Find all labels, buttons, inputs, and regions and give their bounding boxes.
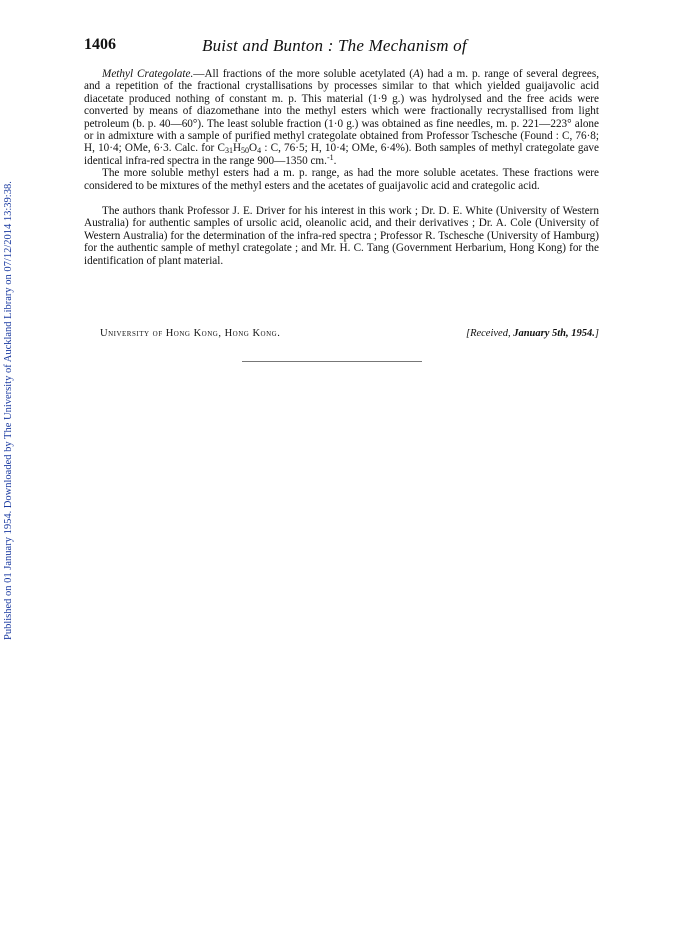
paragraph-text: : C, 76·5; H, 10·4; OMe, 6·4%). Both samples of methyl crategolate gave identical infra-red spectra in the range 900—1350 cm.	[84, 142, 599, 167]
acknowledgements: The authors thank Professor J. E. Driver for his interest in this work ; Dr. D. E. White (University of Western Australia) for authentic samples of ursolic acid, oleanolic acid, and their derivatives ; Dr. A. Cole (University of Western Australia) for the determination of the infra-red spectra ; Professor R. Tschesche (University of Hamburg) for the authentic sample of methyl crategolate ; and Mr. H. C. Tang (Government Herbarium, Hong Kong) for the identification of plant material.	[84, 205, 599, 267]
paragraph-methyl-crategolate	[84, 68, 599, 167]
paragraph-soluble-esters: The more soluble methyl esters had a m. p. range, as had the more soluble acetates. These fractions were considered to be mixtures of the methyl esters and the acetates of guaijavolic acid and crategolic acid.	[84, 167, 599, 192]
download-stamp-text: Published on 01 January 1954. Downloaded by The University of Auckland Library on 07/12/2014 13:39:38.	[3, 181, 14, 640]
unit-superscript: -1	[326, 152, 334, 162]
paragraph-text: —All fractions of the more soluble acetylated (	[193, 68, 413, 80]
received-label: [Received,	[465, 328, 514, 339]
section-lead: Methyl Crategolate.	[102, 68, 194, 80]
page-number: 1406	[84, 36, 116, 53]
article-body	[84, 68, 599, 267]
page-header	[84, 36, 598, 58]
formula-subscript: 4	[257, 146, 262, 156]
download-stamp	[0, 0, 20, 700]
affiliation: University of Hong Kong, Hong Kong.	[100, 328, 281, 339]
paragraph-text: ) had a m. p. range of several degrees, and a repetition of the fractional crystallisations by processes similar to that which yielded guaijavolic acid diacetate produced nothing of constant m. p. This material (1·9 g.) was hydrolysed and the free acids were converted by means of diazomethane into the methyl esters which were fractionally recrystallised from light petroleum (b. p. 40—60°). The least soluble fraction (1·0 g.) was obtained as fine needles, m. p. 221—223° alone or in admixture with a sample of purified methyl crategolate obtained from Professor Tschesche (Found : C, 76·8; H, 10·4; OMe, 6·3. Calc. for C	[84, 68, 599, 155]
formula-element: O	[249, 142, 258, 155]
paragraph-text: .	[333, 154, 337, 167]
formula-subscript: 50	[241, 146, 250, 156]
formula-element: H	[232, 142, 242, 155]
received-date	[466, 328, 599, 339]
formula-subscript: 31	[224, 146, 233, 156]
fraction-label: A	[412, 68, 420, 80]
running-title: Buist and Bunton : The Mechanism of	[202, 36, 467, 55]
received-bracket: ]	[594, 328, 599, 339]
end-rule	[242, 361, 422, 362]
signature-line	[100, 328, 599, 342]
received-date-value: January 5th, 1954.	[513, 328, 595, 339]
